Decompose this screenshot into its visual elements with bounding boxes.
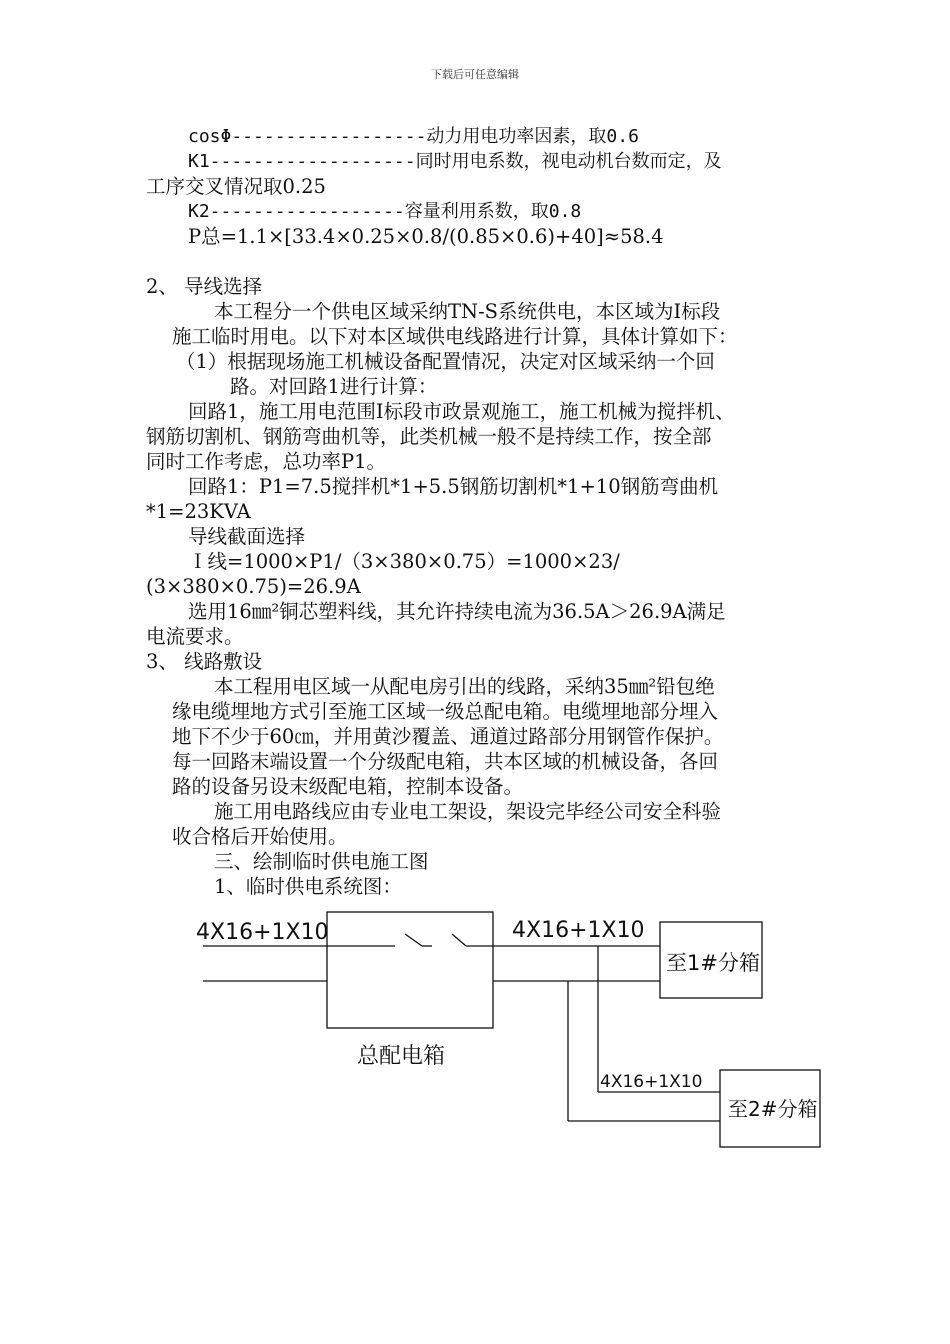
main-box-label: 总配电箱 [357,1044,446,1069]
k2-definition: K2------------------容量利用系数，取0.8 [188,201,582,222]
sec2-item1-line1: （1）根据现场施工机械设备配置情况，决定对区域采纳一个回 [176,350,715,373]
sec2-wire-section-title: 导线截面选择 [188,525,306,548]
sec2-para3-line2: *1=23KVA [146,500,251,523]
sec2-para3-line1: 回路1：P1=7.5搅拌机*1+5.5钢筋切割机*1+10钢筋弯曲机 [188,475,719,498]
k1-definition-continued: 工序交叉情况取0.25 [146,175,326,198]
sec2-para2-line2: 钢筋切割机、钢筋弯曲机等，此类机械一般不是持续工作，按全部 [146,425,712,448]
cable-spec-incoming: 4X16+1X10 [196,920,329,945]
sec3-para2-line2: 收合格后开始使用。 [172,825,348,848]
sec2-para2-line3: 同时工作考虑，总功率P1。 [146,450,387,473]
sec2-para6-line2: 电流要求。 [146,625,244,648]
cos-phi-definition: cosΦ------------------动力用电功率因素，取0.6 [188,126,639,147]
sec3-para1-line5: 路的设备另设末级配电箱，控制本设备。 [172,775,524,798]
section-3-heading: 3、 线路敷设 [146,650,263,673]
branch-box-1-label: 至1#分箱 [666,951,760,975]
sec2-para2-line1: 回路1，施工用电范围I标段市政景观施工，施工机械为搅拌机、 [188,400,735,423]
sec3-para1-line3: 地下不少于60㎝，并用黄沙覆盖、通道过路部分用钢管作保护。 [172,725,724,748]
sec2-para6-line1: 选用16㎜²铜芯塑料线，其允许持续电流为36.5A＞26.9A满足 [188,600,726,623]
main-distribution-box [327,912,493,1028]
page-header-note: 下载后可任意编辑 [431,68,519,81]
switch-blade-1 [405,934,422,946]
sec2-para1-line1: 本工程分一个供电区域采纳TN-S系统供电，本区域为I标段 [214,300,721,323]
sec2-para1-line2: 施工临时用电。以下对本区域供电线路进行计算，具体计算如下： [172,325,738,348]
sec3-para2-line1: 施工用电路线应由专业电工架设，架设完毕经公司安全科验 [214,800,722,823]
sec3-para1-line4: 每一回路末端设置一个分级配电箱，共本区域的机械设备，各回 [172,750,719,773]
sec3-para1-line1: 本工程用电区域一从配电房引出的线路，采纳35㎜²铅包绝 [214,675,715,698]
k1-definition: K1-------------------同时用电系数，视电动机台数而定，及 [188,151,722,172]
cable-spec-branch: 4X16+1X10 [600,1072,703,1092]
cable-spec-outgoing: 4X16+1X10 [512,918,645,943]
sec2-current-formula-line2: (3×380×0.75)=26.9A [146,575,361,598]
sec2-item1-line2: 路。对回路1进行计算： [230,375,438,398]
section-three-heading: 三、绘制临时供电施工图 [214,850,429,873]
branch-box-2-label: 至2#分箱 [728,1097,818,1121]
sec2-current-formula-line1: Ｉ线=1000×P1/（3×380×0.75）=1000×23/ [188,550,620,573]
sec3-para1-line2: 缘电缆埋地方式引至施工区域一级总配电箱。电缆埋地部分埋入 [172,700,719,723]
total-power-formula: P总=1.1×[33.4×0.25×0.8/(0.85×0.6)+40]≈58.4 [188,225,664,248]
switch-blade-2 [452,934,466,946]
system-diagram-caption: 1、临时供电系统图： [214,875,402,898]
section-2-heading: 2、 导线选择 [146,275,263,298]
